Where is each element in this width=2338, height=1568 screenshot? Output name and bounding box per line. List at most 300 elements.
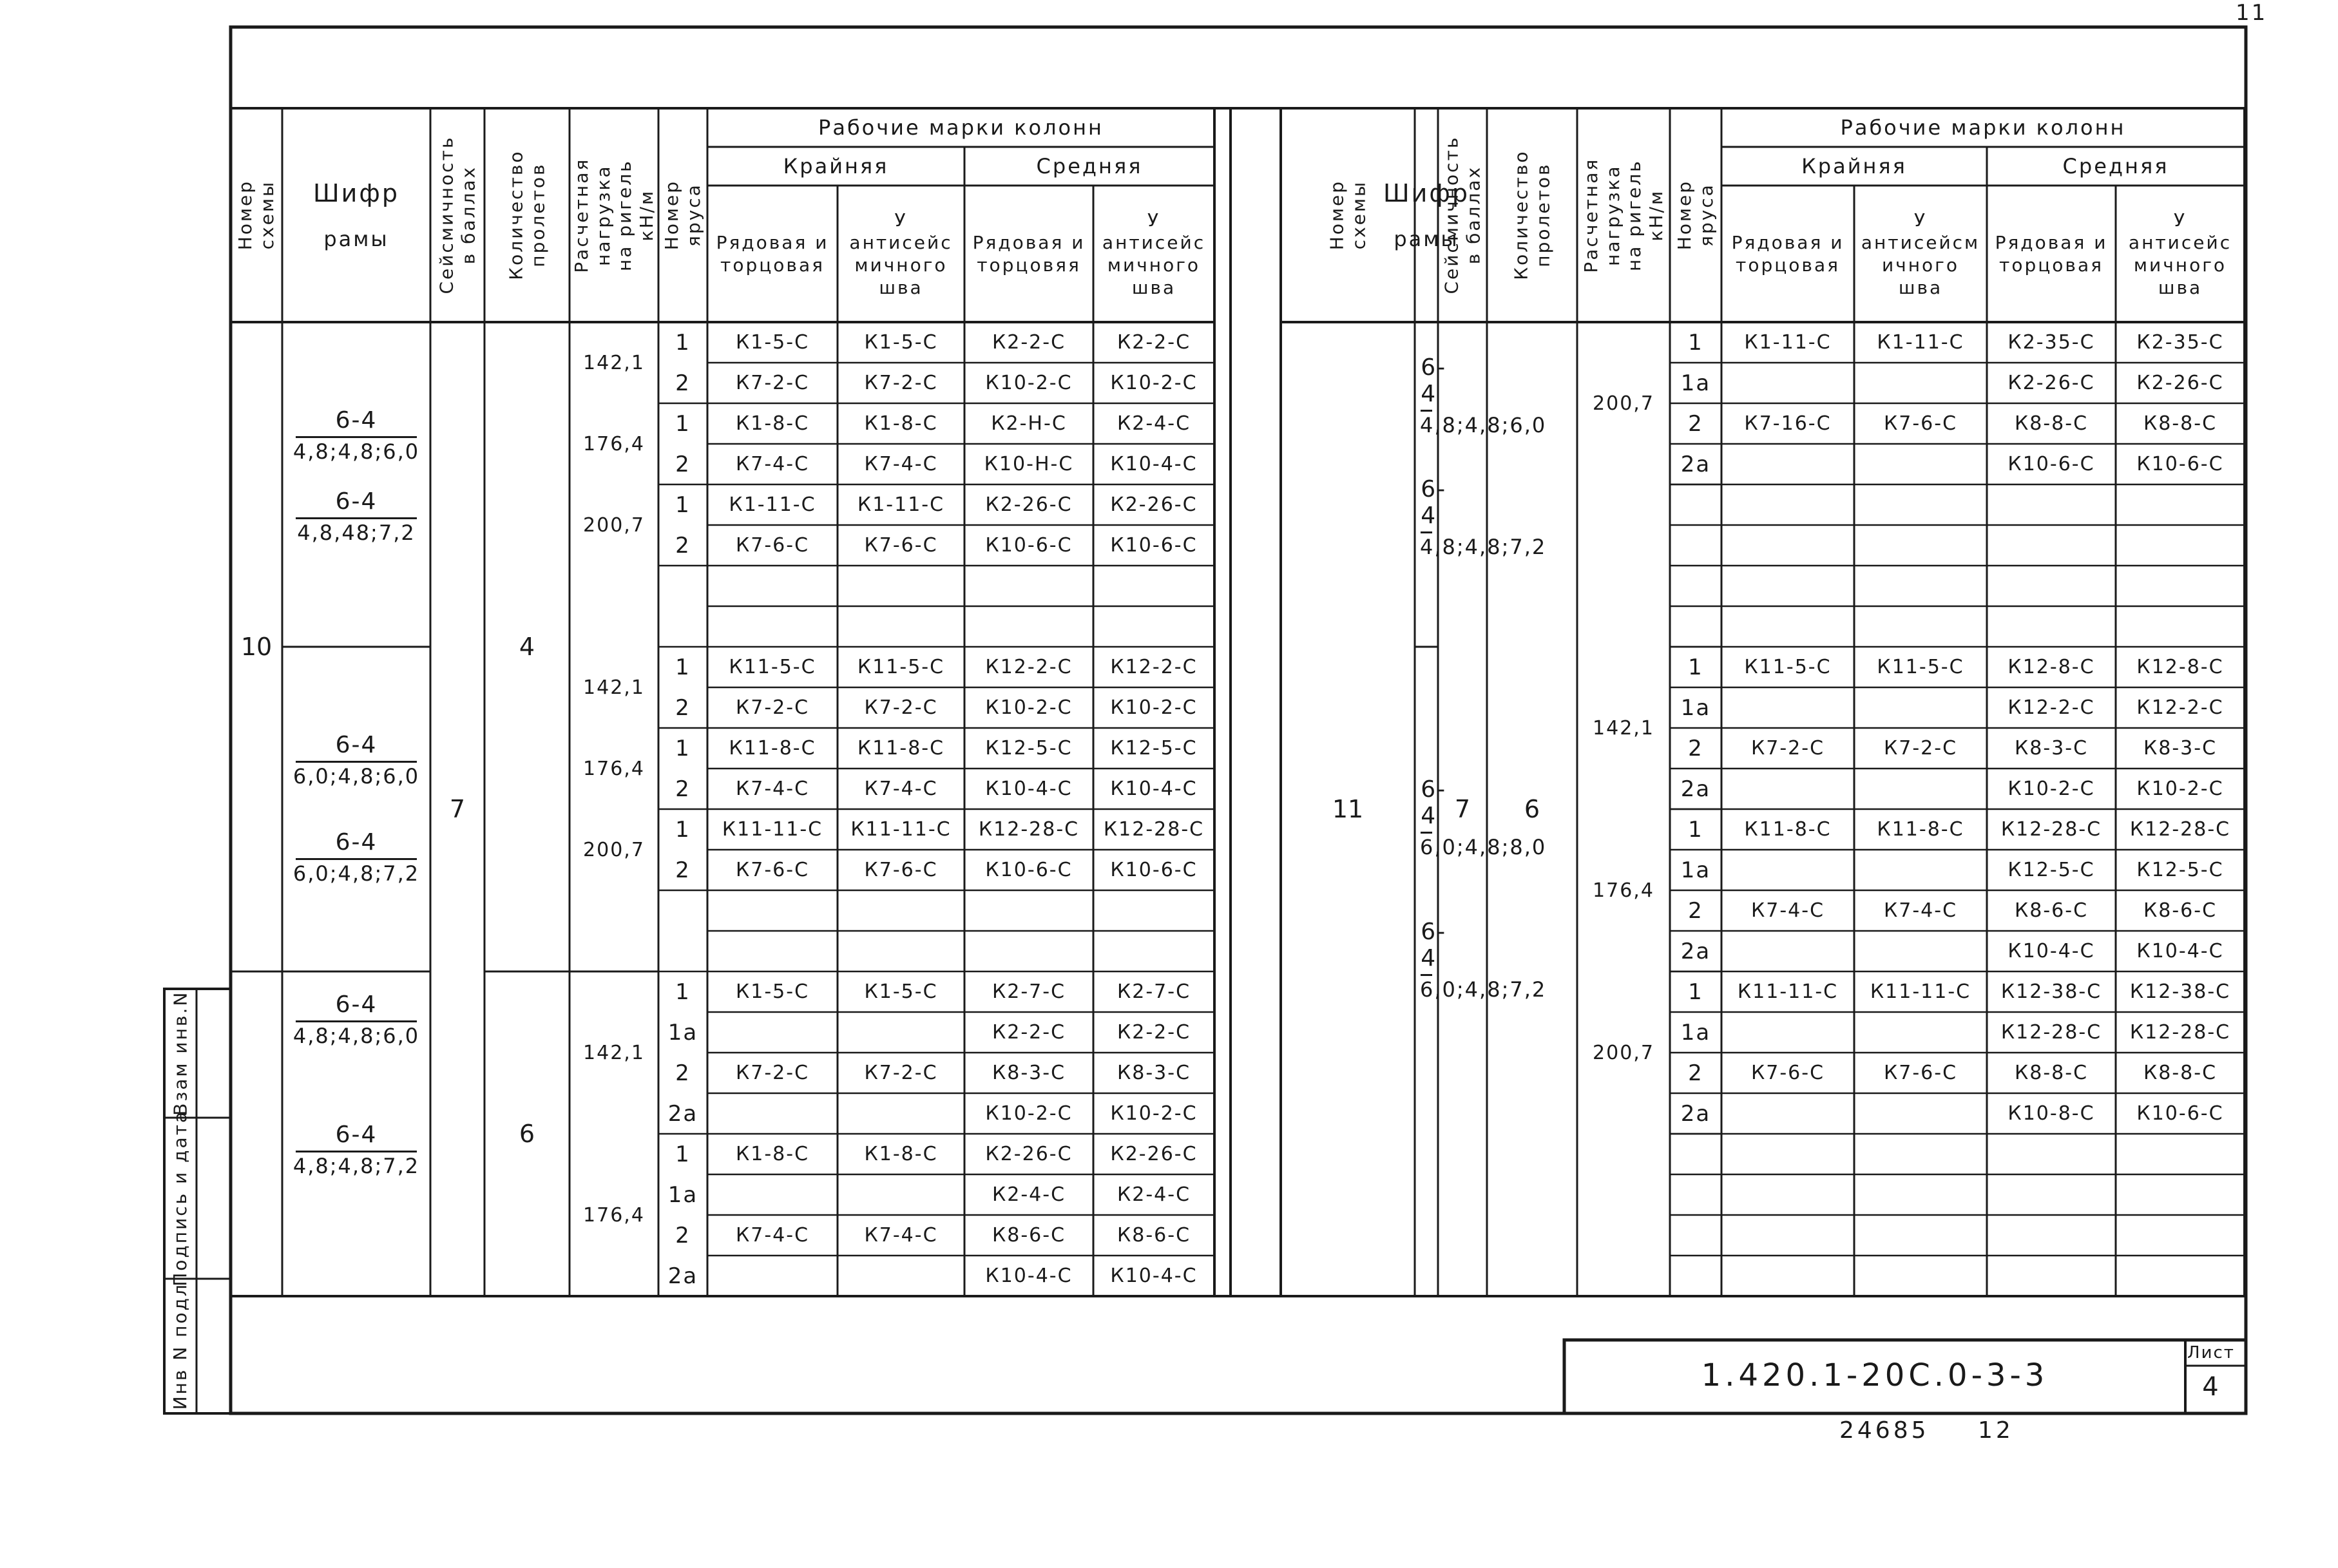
- document-code: 1.420.1-20С.0-3-3: [1701, 1357, 2049, 1393]
- tier-cell: 1: [1688, 329, 1703, 356]
- column-mark-cell: К10-4-С: [1110, 778, 1198, 800]
- column-mark-cell: [1721, 687, 1854, 728]
- column-mark-cell: К2-26-С: [1110, 493, 1198, 516]
- column-mark-cell: [1721, 566, 1854, 606]
- tier-cell: 1а: [667, 1019, 698, 1046]
- column-mark-cell: К1-11-С: [729, 493, 816, 516]
- column-mark-cell: [1854, 363, 1987, 403]
- tier-cell: 2: [675, 370, 691, 396]
- column-mark-cell: К2-7-С: [992, 980, 1066, 1003]
- tier-cell: [658, 890, 707, 931]
- column-mark-cell: К2-2-С: [1116, 331, 1191, 354]
- column-mark-cell: [1721, 1174, 1854, 1215]
- tier-cell: 2: [675, 451, 691, 477]
- column-mark-cell: К8-8-С: [2014, 412, 2089, 435]
- column-mark-cell: К11-11-С: [1870, 980, 1971, 1003]
- tier-cell: 2а: [1680, 776, 1711, 802]
- column-mark-cell: [1987, 1256, 2116, 1296]
- seismicity-cell: 7: [449, 795, 466, 823]
- column-mark-cell: [1721, 769, 1854, 809]
- column-mark-cell: К12-5-С: [2007, 859, 2095, 881]
- column-mark-cell: [1854, 444, 1987, 484]
- column-mark-cell: [707, 606, 838, 647]
- column-mark-cell: К10-4-С: [1110, 453, 1198, 475]
- column-mark-cell: К8-3-С: [2143, 737, 2218, 760]
- header-scheme-number: Номер схемы: [1326, 180, 1369, 251]
- column-mark-cell: К7-6-С: [1750, 1062, 1825, 1084]
- design-load-cell: 200,7: [1593, 1041, 1654, 1064]
- column-mark-cell: [1721, 1256, 1854, 1296]
- column-mark-cell: [2116, 484, 2245, 525]
- header-working-marks: Рабочие марки колонн: [1840, 115, 2126, 140]
- column-mark-cell: [1854, 1134, 1987, 1174]
- header-spans-count: Количество пролетов: [1510, 149, 1553, 281]
- tier-cell: 1: [675, 1141, 691, 1167]
- design-load-cell: 176,4: [583, 1203, 645, 1227]
- column-mark-cell: К2-4-С: [1116, 412, 1191, 435]
- column-mark-cell: К12-2-С: [1110, 656, 1198, 678]
- column-mark-cell: К8-3-С: [2014, 737, 2089, 760]
- column-mark-cell: К11-5-С: [729, 656, 816, 678]
- tier-cell: [658, 931, 707, 971]
- column-mark-cell: К12-28-С: [2000, 1021, 2102, 1044]
- tier-cell: 2а: [667, 1263, 698, 1289]
- column-mark-cell: К12-28-С: [978, 818, 1080, 841]
- column-mark-cell: [838, 1093, 964, 1134]
- archive-number: 24685: [1839, 1417, 1930, 1444]
- column-mark-cell: К1-5-С: [864, 331, 938, 354]
- column-mark-cell: [838, 566, 964, 606]
- column-mark-cell: К11-5-С: [857, 656, 945, 678]
- page-number-top: 11: [2236, 0, 2268, 26]
- tier-cell: [658, 606, 707, 647]
- tier-cell: 2а: [667, 1100, 698, 1127]
- column-mark-cell: [1854, 769, 1987, 809]
- header-tier-number: Номер яруса: [661, 180, 704, 251]
- column-mark-cell: К10-2-С: [1110, 696, 1198, 719]
- column-mark-cell: К10-8-С: [2007, 1102, 2095, 1125]
- column-mark-cell: К10-4-С: [985, 1265, 1073, 1287]
- frame-code-cell: $\frac{6-4}{6,0;4,8;7,2}$: [1420, 918, 1547, 1002]
- tier-cell: 2: [675, 857, 691, 883]
- header-seismicity: Сейсмичность в баллах: [436, 136, 479, 294]
- tier-cell: 2: [1688, 897, 1703, 924]
- tier-cell: 2: [1688, 735, 1703, 761]
- tier-cell: 1: [675, 654, 691, 680]
- column-mark-cell: К7-4-С: [1750, 899, 1825, 922]
- column-mark-cell: К2-26-С: [1110, 1143, 1198, 1165]
- column-mark-cell: К1-11-С: [857, 493, 945, 516]
- column-mark-cell: К7-2-С: [735, 696, 810, 719]
- header-sub-row-and-end-1: Рядовая и торцовая: [1731, 232, 1845, 276]
- column-mark-cell: К7-2-С: [1883, 737, 1958, 760]
- column-mark-cell: [1721, 931, 1854, 971]
- column-mark-cell: К8-6-С: [992, 1224, 1066, 1247]
- column-mark-cell: [1093, 566, 1214, 606]
- column-mark-cell: К7-6-С: [1883, 1062, 1958, 1084]
- column-mark-cell: К1-8-С: [735, 1143, 810, 1165]
- header-frame-code: Шифр рамы: [313, 179, 399, 251]
- header-sub-at-joint-1: У антисейсмичного шва: [1861, 209, 1980, 298]
- tier-cell: 2: [675, 532, 691, 559]
- design-load-cell: 200,7: [1593, 392, 1654, 415]
- design-load-cell: 200,7: [583, 513, 645, 537]
- tier-cell: 2: [675, 776, 691, 802]
- column-mark-cell: К12-8-С: [2007, 656, 2095, 678]
- column-mark-cell: К12-28-С: [2129, 1021, 2231, 1044]
- column-mark-cell: К10-6-С: [2136, 1102, 2224, 1125]
- tier-cell: 2: [1688, 1060, 1703, 1086]
- column-mark-cell: К8-3-С: [992, 1062, 1066, 1084]
- column-mark-cell: К11-8-С: [857, 737, 945, 760]
- tier-cell: 2: [675, 694, 691, 721]
- tier-cell: 2: [675, 1222, 691, 1248]
- column-mark-cell: К7-2-С: [1750, 737, 1825, 760]
- column-mark-cell: К7-4-С: [735, 778, 810, 800]
- tier-cell: [1670, 1134, 1721, 1174]
- column-mark-cell: К12-5-С: [985, 737, 1073, 760]
- column-mark-cell: К8-8-С: [2143, 1062, 2218, 1084]
- column-mark-cell: К11-11-С: [850, 818, 952, 841]
- frame-code-cell: $\frac{6-4}{4,8,48;7,2}$: [287, 488, 425, 545]
- design-load-cell: 176,4: [583, 757, 645, 780]
- design-load-cell: 142,1: [583, 1041, 645, 1064]
- column-mark-cell: [1093, 606, 1214, 647]
- header-design-load: Расчетная нагрузка на ригель кН/м: [1580, 157, 1667, 273]
- column-mark-cell: К10-2-С: [2007, 778, 2095, 800]
- seismicity-cell: 7: [1454, 795, 1471, 823]
- column-mark-cell: [838, 931, 964, 971]
- spans-count-cell: 6: [519, 1120, 535, 1148]
- column-mark-cell: К11-5-С: [1877, 656, 1964, 678]
- design-load-cell: 176,4: [1593, 879, 1654, 902]
- column-mark-cell: К2-35-С: [2136, 331, 2224, 354]
- column-mark-cell: К7-6-С: [864, 534, 938, 557]
- column-mark-cell: [1854, 850, 1987, 890]
- tier-cell: 1а: [1680, 694, 1711, 721]
- column-mark-cell: [1721, 1012, 1854, 1053]
- column-mark-cell: К2-4-С: [992, 1183, 1066, 1206]
- tier-cell: [1670, 484, 1721, 525]
- column-mark-cell: [1854, 1215, 1987, 1256]
- column-mark-cell: К7-6-С: [1883, 412, 1958, 435]
- column-mark-cell: К7-4-С: [864, 778, 938, 800]
- column-mark-cell: [838, 890, 964, 931]
- column-mark-cell: К2-35-С: [2007, 331, 2095, 354]
- column-mark-cell: К11-11-С: [722, 818, 823, 841]
- column-mark-cell: [964, 606, 1093, 647]
- column-mark-cell: К12-2-С: [2007, 696, 2095, 719]
- column-mark-cell: К2-26-С: [2007, 372, 2095, 394]
- column-mark-cell: [1854, 1256, 1987, 1296]
- column-mark-cell: [1854, 1093, 1987, 1134]
- column-mark-cell: [1854, 1012, 1987, 1053]
- column-mark-cell: [1093, 931, 1214, 971]
- column-mark-cell: [1721, 606, 1854, 647]
- frame-code-cell: $\frac{6-4}{4,8;4,8;6,0}$: [292, 407, 420, 464]
- column-mark-cell: К8-6-С: [2143, 899, 2218, 922]
- tier-cell: [1670, 1174, 1721, 1215]
- column-mark-cell: [1854, 931, 1987, 971]
- column-mark-cell: [1854, 484, 1987, 525]
- tier-cell: 2: [1688, 410, 1703, 437]
- column-mark-cell: К10-6-С: [985, 859, 1073, 881]
- tier-cell: 1: [675, 735, 691, 761]
- side-stamp-inv-podl: Инв N подл: [169, 1283, 191, 1410]
- column-mark-cell: [1721, 363, 1854, 403]
- frame-code-cell: $\frac{6-4}{6,0;4,8;7,2}$: [292, 829, 420, 886]
- column-mark-cell: К1-5-С: [864, 980, 938, 1003]
- column-mark-cell: К2-26-С: [2136, 372, 2224, 394]
- column-mark-cell: [1854, 1174, 1987, 1215]
- tier-cell: 1а: [1680, 370, 1711, 396]
- column-mark-cell: К10-2-С: [985, 696, 1073, 719]
- column-mark-cell: К12-28-С: [1103, 818, 1205, 841]
- header-sub-at-joint-2: У антисейсмичного шва: [2128, 209, 2232, 298]
- tier-cell: [1670, 1256, 1721, 1296]
- tier-cell: [658, 566, 707, 606]
- column-mark-cell: [1721, 484, 1854, 525]
- column-mark-cell: К7-4-С: [864, 1224, 938, 1247]
- column-mark-cell: [707, 890, 838, 931]
- column-mark-cell: [707, 1256, 838, 1296]
- header-scheme-number: Номер схемы: [235, 180, 278, 251]
- column-mark-cell: К1-8-С: [864, 1143, 938, 1165]
- column-mark-cell: К10-6-С: [1110, 534, 1198, 557]
- column-mark-cell: [838, 1174, 964, 1215]
- tier-cell: 1а: [667, 1181, 698, 1208]
- column-mark-cell: [2116, 606, 2245, 647]
- column-mark-cell: К1-5-С: [735, 331, 810, 354]
- column-mark-cell: [1987, 566, 2116, 606]
- tier-cell: 1: [1688, 979, 1703, 1005]
- column-mark-cell: [1854, 566, 1987, 606]
- tier-cell: 2а: [1680, 451, 1711, 477]
- column-mark-cell: [964, 931, 1093, 971]
- column-mark-cell: К2-4-С: [1116, 1183, 1191, 1206]
- scheme-number-cell: 10: [240, 633, 273, 661]
- column-mark-cell: К2-26-С: [985, 1143, 1073, 1165]
- column-mark-cell: К8-6-С: [1116, 1224, 1191, 1247]
- column-mark-cell: [1987, 1174, 2116, 1215]
- column-mark-cell: К11-11-С: [1737, 980, 1839, 1003]
- tier-cell: 1: [675, 816, 691, 843]
- header-sub-at-joint-2: У антисейсмичного шва: [1102, 209, 1206, 298]
- header-sub-row-and-end-1: Рядовая и торцовая: [716, 232, 829, 276]
- column-mark-cell: К10-6-С: [2136, 453, 2224, 475]
- column-mark-cell: [1721, 1215, 1854, 1256]
- spans-count-cell: 4: [519, 633, 535, 661]
- tier-cell: [1670, 525, 1721, 566]
- column-mark-cell: К12-28-С: [2000, 818, 2102, 841]
- column-mark-cell: [964, 566, 1093, 606]
- column-mark-cell: К10-2-С: [985, 1102, 1073, 1125]
- header-working-marks: Рабочие марки колонн: [818, 115, 1104, 140]
- column-mark-cell: [1721, 444, 1854, 484]
- column-mark-cell: [1721, 525, 1854, 566]
- column-mark-cell: К7-6-С: [735, 859, 810, 881]
- design-load-cell: 176,4: [583, 432, 645, 455]
- column-mark-cell: [2116, 1134, 2245, 1174]
- sheet-number: 4: [2202, 1372, 2220, 1402]
- header-tier-number: Номер яруса: [1674, 180, 1717, 251]
- column-mark-cell: К11-8-С: [729, 737, 816, 760]
- column-mark-cell: К11-8-С: [1744, 818, 1832, 841]
- column-mark-cell: [1987, 1134, 2116, 1174]
- column-mark-cell: К1-8-С: [735, 412, 810, 435]
- column-mark-cell: К10-6-С: [1110, 859, 1198, 881]
- frame-code-cell: $\frac{6-4}{4,8;4,8;7,2}$: [292, 1121, 420, 1178]
- column-mark-cell: [707, 931, 838, 971]
- column-mark-cell: К8-8-С: [2143, 412, 2218, 435]
- column-mark-cell: К7-6-С: [864, 859, 938, 881]
- column-mark-cell: К8-6-С: [2014, 899, 2089, 922]
- column-mark-cell: [1721, 1134, 1854, 1174]
- header-frame-code: Шифр рамы: [1383, 179, 1470, 251]
- header-sub-at-joint-1: У антисейсмичного шва: [849, 209, 953, 298]
- column-mark-cell: К7-2-С: [864, 1062, 938, 1084]
- tier-cell: 2а: [1680, 1100, 1711, 1127]
- column-mark-cell: К2-26-С: [985, 493, 1073, 516]
- side-stamp-vzam: Взам инв.N: [169, 990, 191, 1116]
- column-mark-cell: К2-2-С: [992, 1021, 1066, 1044]
- column-mark-cell: [1721, 1093, 1854, 1134]
- column-mark-cell: К1-5-С: [735, 980, 810, 1003]
- column-mark-cell: [1987, 606, 2116, 647]
- tier-cell: 1а: [1680, 857, 1711, 883]
- column-mark-cell: К2-Н-С: [991, 412, 1067, 435]
- frame-code-cell: $\frac{6-4}{6,0;4,8;8,0}$: [1420, 776, 1547, 860]
- tier-cell: 1: [675, 492, 691, 518]
- copy-number: 12: [1978, 1417, 2014, 1444]
- column-mark-cell: К12-8-С: [2136, 656, 2224, 678]
- column-mark-cell: [1854, 687, 1987, 728]
- tier-cell: [1670, 606, 1721, 647]
- column-mark-cell: [1721, 850, 1854, 890]
- column-mark-cell: [2116, 525, 2245, 566]
- column-mark-cell: К12-5-С: [1110, 737, 1198, 760]
- column-mark-cell: К7-2-С: [864, 696, 938, 719]
- column-mark-cell: К1-11-С: [1744, 331, 1832, 354]
- tier-cell: 1: [675, 410, 691, 437]
- column-mark-cell: К7-2-С: [735, 1062, 810, 1084]
- spans-count-cell: 6: [1524, 795, 1540, 823]
- tier-cell: [1670, 1215, 1721, 1256]
- column-mark-cell: [2116, 1215, 2245, 1256]
- column-mark-cell: [838, 1012, 964, 1053]
- column-mark-cell: К7-2-С: [864, 372, 938, 394]
- column-mark-cell: К10-4-С: [2007, 940, 2095, 962]
- column-mark-cell: [707, 1093, 838, 1134]
- header-sub-row-and-end-2: Рядовая и торцовая: [1995, 232, 2108, 276]
- column-mark-cell: К10-2-С: [1110, 372, 1198, 394]
- column-mark-cell: К10-Н-С: [984, 453, 1074, 475]
- design-load-cell: 200,7: [583, 838, 645, 861]
- column-mark-cell: [707, 566, 838, 606]
- column-mark-cell: К10-2-С: [2136, 778, 2224, 800]
- column-mark-cell: К1-8-С: [864, 412, 938, 435]
- column-mark-cell: К10-6-С: [985, 534, 1073, 557]
- column-mark-cell: К2-2-С: [1116, 1021, 1191, 1044]
- tier-cell: [1670, 566, 1721, 606]
- column-mark-cell: К2-2-С: [992, 331, 1066, 354]
- column-mark-cell: К10-2-С: [985, 372, 1073, 394]
- column-mark-cell: [838, 1256, 964, 1296]
- tier-cell: 2а: [1680, 938, 1711, 964]
- column-mark-cell: К11-8-С: [1877, 818, 1964, 841]
- header-middle: Средняя: [1036, 154, 1143, 178]
- column-mark-cell: [707, 1012, 838, 1053]
- column-mark-cell: К7-4-С: [735, 453, 810, 475]
- header-edge: Крайняя: [1801, 154, 1907, 178]
- tier-cell: 1: [1688, 654, 1703, 680]
- design-load-cell: 142,1: [583, 676, 645, 699]
- tier-cell: 1: [675, 329, 691, 356]
- column-mark-cell: [838, 606, 964, 647]
- design-load-cell: 142,1: [583, 351, 645, 374]
- column-mark-cell: К7-16-С: [1744, 412, 1832, 435]
- column-mark-cell: К12-38-С: [2000, 980, 2102, 1003]
- frame-code-cell: $\frac{6-4}{4,8;4,8;6,0}$: [292, 991, 420, 1049]
- column-mark-cell: К7-4-С: [735, 1224, 810, 1247]
- column-mark-cell: К7-4-С: [1883, 899, 1958, 922]
- sheet-label: Лист: [2187, 1343, 2235, 1362]
- column-mark-cell: К11-5-С: [1744, 656, 1832, 678]
- header-seismicity: Сейсмичность в баллах: [1441, 136, 1484, 294]
- column-mark-cell: К7-6-С: [735, 534, 810, 557]
- design-load-cell: 142,1: [1593, 716, 1654, 740]
- header-design-load: Расчетная нагрузка на ригель кН/м: [570, 157, 657, 273]
- column-mark-cell: К10-4-С: [985, 778, 1073, 800]
- column-mark-cell: К7-2-С: [735, 372, 810, 394]
- tier-cell: 1: [675, 979, 691, 1005]
- column-mark-cell: К8-8-С: [2014, 1062, 2089, 1084]
- header-sub-row-and-end-2: Рядовая и торцовяя: [972, 232, 1086, 276]
- scheme-number-cell: 11: [1332, 795, 1364, 823]
- tier-cell: 2: [675, 1060, 691, 1086]
- column-mark-cell: [2116, 1256, 2245, 1296]
- column-mark-cell: К12-28-С: [2129, 818, 2231, 841]
- column-mark-cell: К10-4-С: [1110, 1265, 1198, 1287]
- column-mark-cell: [964, 890, 1093, 931]
- column-mark-cell: К10-4-С: [2136, 940, 2224, 962]
- frame-code-cell: $\frac{6-4}{4,8;4,8;6,0}$: [1420, 354, 1547, 438]
- column-mark-cell: К10-6-С: [2007, 453, 2095, 475]
- column-mark-cell: [2116, 1174, 2245, 1215]
- column-mark-cell: [1854, 606, 1987, 647]
- header-spans-count: Количество пролетов: [505, 149, 548, 281]
- frame-code-cell: $\frac{6-4}{6,0;4,8;6,0}$: [292, 732, 420, 789]
- column-mark-cell: К1-11-С: [1877, 331, 1964, 354]
- column-mark-cell: [2116, 566, 2245, 606]
- column-mark-cell: К8-3-С: [1116, 1062, 1191, 1084]
- column-mark-cell: [1987, 525, 2116, 566]
- column-mark-cell: К12-38-С: [2129, 980, 2231, 1003]
- column-mark-cell: [1987, 484, 2116, 525]
- tier-cell: 1а: [1680, 1019, 1711, 1046]
- column-mark-cell: К12-2-С: [2136, 696, 2224, 719]
- column-mark-cell: К12-2-С: [985, 656, 1073, 678]
- frame-code-cell: $\frac{6-4}{4,8;4,8;7,2}$: [1420, 476, 1547, 560]
- column-mark-cell: [1987, 1215, 2116, 1256]
- column-mark-cell: К10-2-С: [1110, 1102, 1198, 1125]
- column-mark-cell: [1854, 525, 1987, 566]
- column-mark-cell: [1093, 890, 1214, 931]
- tier-cell: 1: [1688, 816, 1703, 843]
- header-edge: Крайняя: [783, 154, 889, 178]
- column-mark-cell: К12-5-С: [2136, 859, 2224, 881]
- side-stamp-sign-date: Подпись и дата: [169, 1110, 191, 1286]
